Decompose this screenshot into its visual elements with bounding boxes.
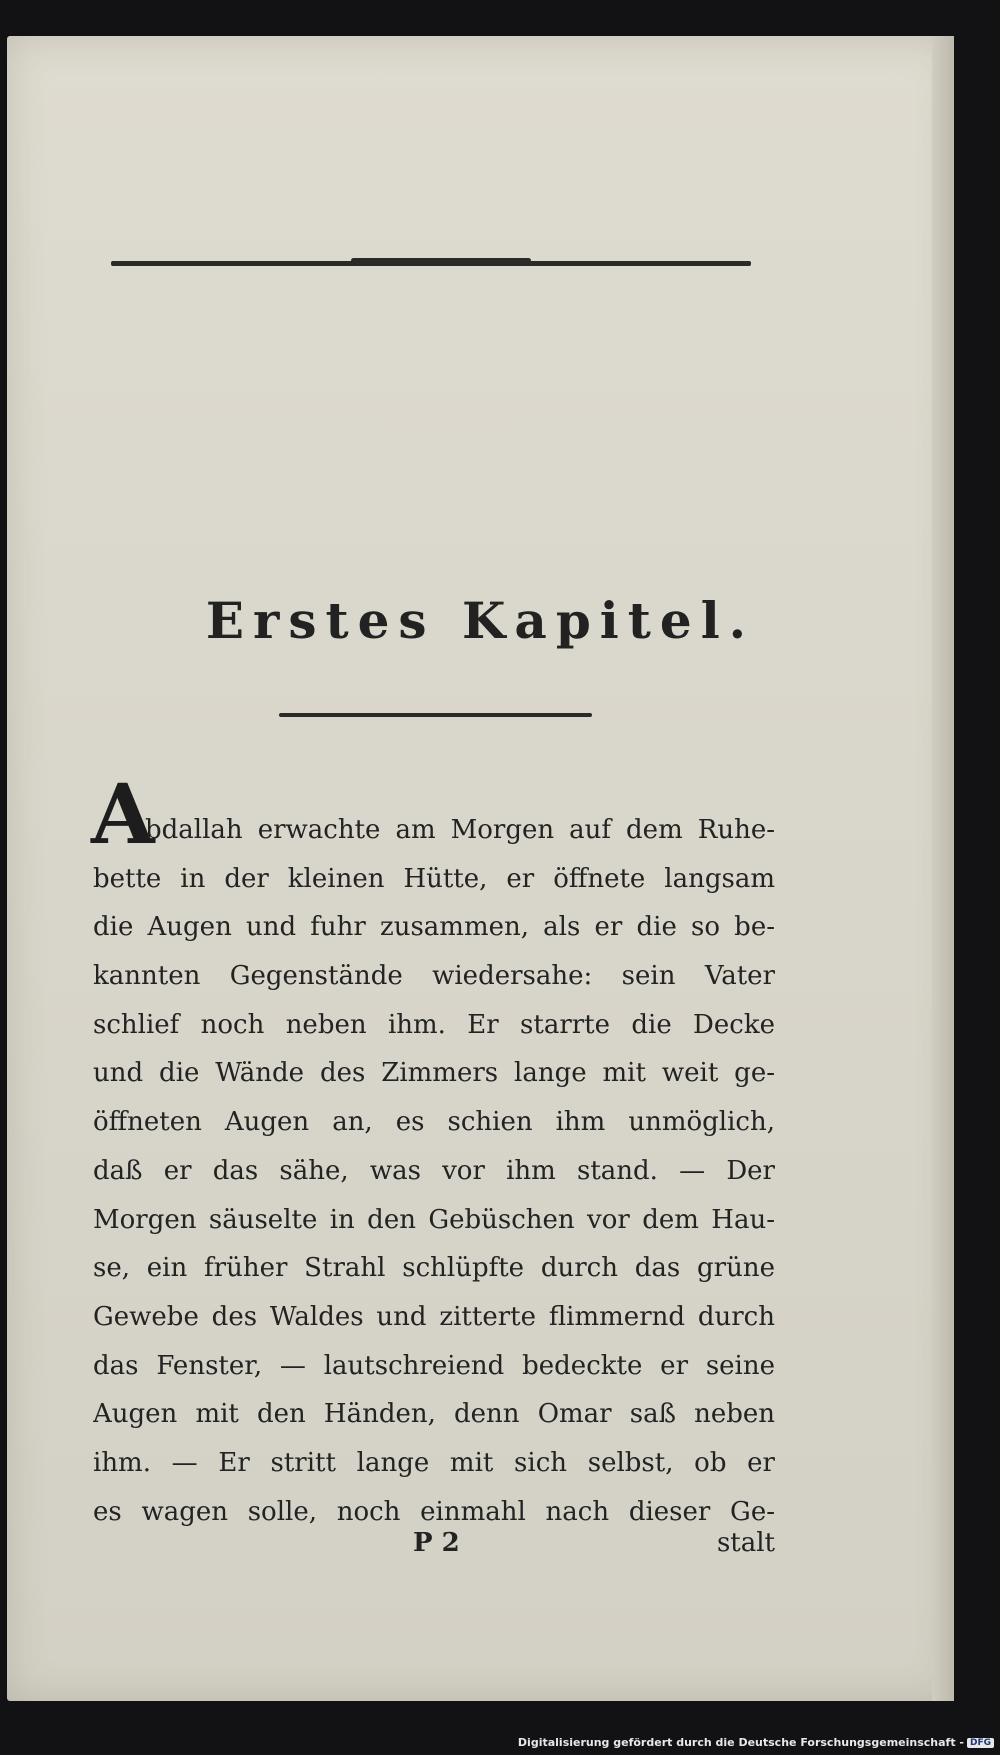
- book-page: [7, 36, 954, 1701]
- body-text: [93, 806, 775, 1536]
- dfg-logo: DFG: [967, 1738, 994, 1748]
- text-line: Augen mit den Händen, denn Omar saß neben: [93, 1399, 775, 1430]
- text-line: se, ein früher Strahl schlüpfte durch das grüne: [93, 1253, 775, 1284]
- drop-cap: A: [91, 767, 155, 863]
- text-line: schlief noch neben ihm. Er starrte die Decke: [93, 1009, 775, 1040]
- chapter-title-rule: [279, 713, 592, 717]
- text-line: die Augen und fuhr zusammen, als er die so be-: [93, 912, 775, 943]
- signature-mark: P 2: [413, 1528, 460, 1558]
- text-line: das Fenster, — lautschreiend bedeckte er seine: [93, 1350, 775, 1381]
- text-line: es wagen solle, noch einmahl nach dieser Ge-: [93, 1496, 775, 1527]
- text-line: kannten Gegenstände wiedersahe: sein Vater: [93, 961, 775, 992]
- page-edge: [932, 36, 954, 1701]
- catchword: stalt: [716, 1528, 775, 1558]
- page-footer: [93, 1528, 775, 1572]
- credit-text: Digitalisierung gefördert durch die Deutsche Forschungsgemeinschaft -: [517, 1736, 964, 1749]
- text-line: ihm. — Er stritt lange mit sich selbst, ob er: [93, 1447, 775, 1478]
- text-line: Gewebe des Waldes und zitterte flimmernd durch: [93, 1301, 775, 1332]
- text-line: öffneten Augen an, es schien ihm unmöglich,: [93, 1107, 775, 1138]
- text-line: bdallah erwachte am Morgen auf dem Ruhe-: [145, 815, 775, 845]
- text-line: daß er das sähe, was vor ihm stand. — Der: [93, 1155, 775, 1186]
- top-ornamental-rule: [111, 261, 751, 266]
- text-line: Morgen säuselte in den Gebüschen vor dem Hau-: [93, 1204, 775, 1235]
- digitization-credit: [518, 1736, 994, 1749]
- text-line: und die Wände des Zimmers lange mit weit ge-: [93, 1058, 775, 1089]
- chapter-title: Erstes Kapitel.: [205, 591, 756, 650]
- text-line: bette in der kleinen Hütte, er öffnete langsam: [93, 863, 775, 894]
